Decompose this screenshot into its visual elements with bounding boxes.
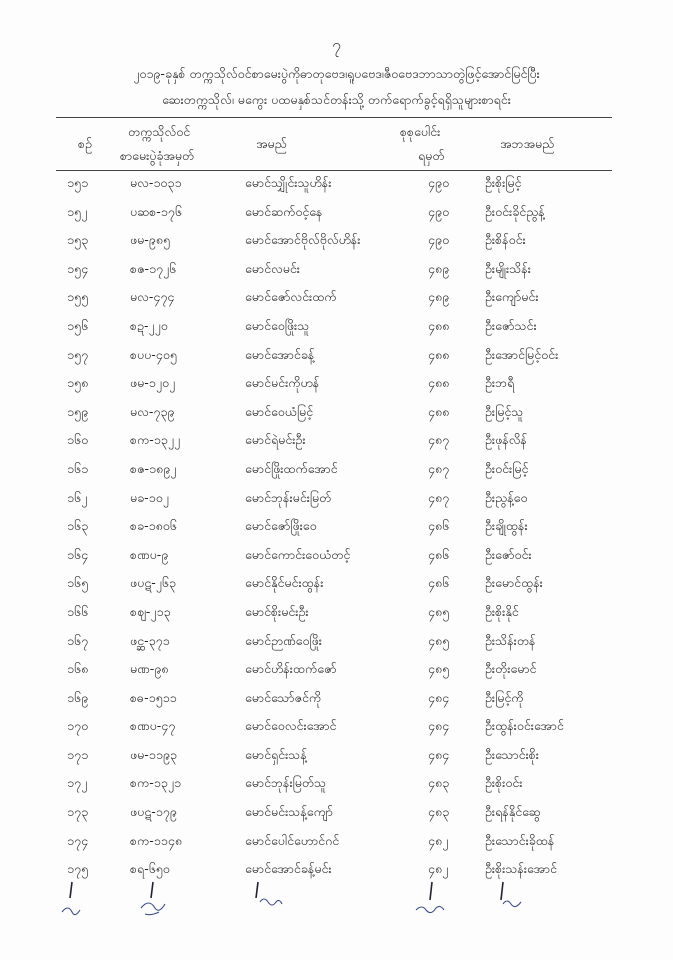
cell-roll-number: စက-၁၃၂၁ xyxy=(130,775,182,791)
cell-total-marks: ၄၈၄ xyxy=(428,718,450,734)
cell-roll-number: စပပ-၄၀၅ xyxy=(130,346,177,362)
cell-serial-no: ၁၅၃ xyxy=(67,232,89,248)
cell-father-name: ဦးမြင့်သူ xyxy=(485,403,524,419)
cell-father-name: ဦးစိုးသန်းအောင် xyxy=(485,861,557,877)
cell-father-name: ဦးမျိုးသိန်း xyxy=(485,260,531,276)
cell-name: မောင်ဟိန်းထက်ဇော် xyxy=(245,661,337,677)
table-row xyxy=(0,543,673,572)
cell-roll-number: ဖမ-၁၁၉၃ xyxy=(130,746,177,762)
table-row xyxy=(0,800,673,829)
cell-serial-no: ၁၇၁ xyxy=(67,746,89,762)
signature-mark-1 xyxy=(56,878,96,923)
cell-name: မောင်အောင်ဗိုလ်ဗိုလ်ဟိန်း xyxy=(245,232,361,248)
cell-father-name: ဦးစိုးနိုင် xyxy=(485,603,519,619)
cell-roll-number: မလ-၁၀၃၁ xyxy=(130,175,182,190)
table-row xyxy=(0,428,673,457)
cell-roll-number: ဖပဋ-၁၇၉ xyxy=(130,804,177,820)
cell-total-marks: ၄၈၅ xyxy=(428,632,450,648)
cell-name: မောင်ဉာဏ်ဝေဖြိုး xyxy=(245,632,322,648)
cell-total-marks: ၄၈၃ xyxy=(428,775,450,791)
cell-roll-number: စခ-၁၈၀၆ xyxy=(130,518,177,534)
cell-father-name: ဦးထွန်းဝင်းအောင် xyxy=(485,718,564,734)
table-row xyxy=(0,371,673,400)
cell-serial-no: ၁၅၅ xyxy=(67,289,89,305)
table-row xyxy=(0,771,673,800)
header-total-marks-line-1: စုစုပေါင်း xyxy=(400,124,441,139)
table-row xyxy=(0,171,673,200)
cell-father-name: ဦးမြင့်ကို xyxy=(485,689,524,705)
cell-father-name: ဦးစိန်ဝင်း xyxy=(485,232,526,248)
table-row xyxy=(0,343,673,372)
signature-mark-2 xyxy=(135,878,175,923)
cell-serial-no: ၁၅၂ xyxy=(67,203,88,219)
table-row xyxy=(0,285,673,314)
cell-father-name: ဦးချိုထွန်း xyxy=(485,518,528,534)
cell-serial-no: ၁၅၉ xyxy=(67,403,89,419)
cell-serial-no: ၁၇၃ xyxy=(67,804,89,820)
cell-father-name: ဦးညွန့်ဝေ xyxy=(485,489,528,505)
cell-serial-no: ၁၆၁ xyxy=(67,460,89,476)
cell-roll-number: စဈ-၂၁၃ xyxy=(130,603,171,619)
table-row xyxy=(0,257,673,286)
cell-serial-no: ၁၆၉ xyxy=(67,689,89,705)
cell-serial-no: ၁၇၄ xyxy=(67,832,89,848)
header-roll-number-line-1: တက္ကသိုလ်ဝင် xyxy=(128,124,191,139)
cell-total-marks: ၄၈၉ xyxy=(428,260,450,276)
cell-serial-no: ၁၆၂ xyxy=(67,489,88,505)
table-row xyxy=(0,714,673,743)
cell-roll-number: မလ-၇၃၉ xyxy=(130,403,175,419)
table-row xyxy=(0,571,673,600)
cell-name: မောင်သော်ဇင်ကို xyxy=(245,689,322,705)
cell-total-marks: ၄၈၄ xyxy=(428,746,450,762)
cell-total-marks: ၄၈၈ xyxy=(428,317,450,333)
cell-father-name: ဦးဘရီ xyxy=(485,375,515,391)
cell-serial-no: ၁၅၄ xyxy=(67,260,89,276)
cell-total-marks: ၄၉၀ xyxy=(428,175,450,190)
cell-total-marks: ၄၈၈ xyxy=(428,346,450,362)
table-row xyxy=(0,743,673,772)
cell-name: မောင်အောင်ခန့် xyxy=(245,346,315,362)
cell-roll-number: စဇ-၁၈၉၂ xyxy=(130,460,177,476)
header-roll-number-line-2: စာမေးပွဲခုံအမှတ် xyxy=(120,148,195,163)
table-row xyxy=(0,829,673,858)
cell-name: မောင်သျှိုင်းသူဟိန်း xyxy=(245,175,332,190)
cell-roll-number: မခ-၁၀၂ xyxy=(130,489,169,505)
cell-roll-number: စဇ-၁၇၂၆ xyxy=(130,260,177,276)
table-row xyxy=(0,457,673,486)
signature-mark-4 xyxy=(412,878,452,923)
document-title-line-1: ၂၀၁၉-ခုနှစ် တက္ကသိုလ်ဝင်စာမေးပွဲကိုဓာတုဗေဒ၊ရူပဗေဒ၊ဇီဝဗေဒဘာသာတွဲဖြင့်အောင်မြင်ပြီး xyxy=(133,66,540,81)
cell-name: မောင်အောင်ခန့်မင်း xyxy=(245,861,332,877)
cell-total-marks: ၄၈၆ xyxy=(428,575,450,591)
header-name: အမည် xyxy=(256,136,287,151)
cell-name: မောင်လမင်း xyxy=(245,260,300,276)
cell-total-marks: ၄၈၇ xyxy=(428,432,450,448)
cell-roll-number: စက-၁၃၂၂ xyxy=(130,432,181,448)
cell-roll-number: စဏပ-၄၇ xyxy=(130,718,176,734)
cell-total-marks: ၄၈၈ xyxy=(428,403,450,419)
cell-total-marks: ၄၈၃ xyxy=(428,804,450,820)
cell-roll-number: စက-၁၁၄၈ xyxy=(130,832,183,848)
table-row xyxy=(0,228,673,257)
table-row xyxy=(0,314,673,343)
header-total-marks-line-2: ရမှတ် xyxy=(418,148,445,163)
cell-name: မောင်မင်းသန့်ကျော် xyxy=(245,804,333,820)
cell-name: မောင်ရှင်းသန့် xyxy=(245,746,307,762)
table-body xyxy=(0,171,673,886)
cell-father-name: ဦးတိုးမောင် xyxy=(485,661,537,677)
cell-name: မောင်မင်းကိုဟန် xyxy=(245,375,320,391)
cell-total-marks: ၄၈၉ xyxy=(428,289,450,305)
table-row xyxy=(0,686,673,715)
table-row xyxy=(0,657,673,686)
cell-serial-no: ၁၇၂ xyxy=(67,775,88,791)
cell-roll-number: စဏပ-၉ xyxy=(130,546,169,562)
cell-total-marks: ၄၈၈ xyxy=(428,375,450,391)
cell-total-marks: ၄၉၀ xyxy=(428,232,450,248)
cell-roll-number: ပဆစ-၁၇၆ xyxy=(130,203,182,219)
cell-name: မောင်ဝေလင်းအောင် xyxy=(245,718,337,734)
cell-total-marks: ၄၈၆ xyxy=(428,546,450,562)
cell-father-name: ဦးဇော်သင်း xyxy=(485,317,537,333)
document-title-line-2: ဆေးတက္ကသိုလ်၊ မကွေး ပထမနှစ်သင်တန်းသို့ တက်ရောက်ခွင့်ရရှိသူများစာရင်း xyxy=(162,92,511,107)
cell-total-marks: ၄၈၇ xyxy=(428,460,450,476)
cell-name: မောင်ဝေယံမြင့် xyxy=(245,403,314,419)
table-row xyxy=(0,514,673,543)
cell-serial-no: ၁၅၈ xyxy=(67,375,89,391)
cell-total-marks: ၄၈၂ xyxy=(428,861,449,877)
cell-serial-no: ၁၅၇ xyxy=(67,346,89,362)
cell-father-name: ဦးစိုးမြင့် xyxy=(485,175,522,190)
cell-roll-number: မလ-၄၇၄ xyxy=(130,289,175,305)
cell-father-name: ဦးဇော်ဝင်း xyxy=(485,546,532,562)
cell-serial-no: ၁၅၆ xyxy=(67,317,89,333)
cell-roll-number: စဍ-၂၂၀ xyxy=(130,317,168,333)
cell-roll-number: စဓ-၁၅၁၁ xyxy=(130,689,177,705)
cell-serial-no: ၁၆၆ xyxy=(67,603,89,619)
cell-father-name: ဦးအောင်မြင့်ဝင်း xyxy=(485,346,559,362)
cell-serial-no: ၁၆၃ xyxy=(67,518,89,534)
cell-total-marks: ၄၈၄ xyxy=(428,689,450,705)
signature-mark-5 xyxy=(493,878,533,923)
cell-father-name: ဦးသောင်းစိုး xyxy=(485,746,539,762)
signature-mark-3 xyxy=(250,878,290,923)
table-row xyxy=(0,857,673,886)
table-top-rule xyxy=(56,117,612,118)
cell-serial-no: ၁၅၁ xyxy=(67,175,89,190)
cell-roll-number: ဖင္ဆ-၃၇၁ xyxy=(130,632,170,648)
table-row xyxy=(0,600,673,629)
cell-total-marks: ၄၈၂ xyxy=(428,832,449,848)
cell-total-marks: ၄၈၆ xyxy=(428,518,450,534)
cell-father-name: ဦးရန်နိုင်ဆွေ xyxy=(485,804,541,820)
cell-roll-number: ဖမ-၁၂၀၂ xyxy=(130,375,176,391)
table-row xyxy=(0,629,673,658)
cell-total-marks: ၄၈၅ xyxy=(428,661,450,677)
cell-name: မောင်ကောင်းဝေယံတင့် xyxy=(245,546,351,562)
cell-name: မောင်ဝေဖြိုးသူ xyxy=(245,317,310,333)
cell-total-marks: ၄၉၀ xyxy=(428,203,450,219)
cell-serial-no: ၁၇၀ xyxy=(67,718,89,734)
cell-serial-no: ၁၆၇ xyxy=(67,632,89,648)
cell-name: မောင်စိုးမင်းဦး xyxy=(245,603,309,619)
cell-serial-no: ၁၆၄ xyxy=(67,546,89,562)
cell-serial-no: ၁၆၅ xyxy=(67,575,89,591)
cell-father-name: ဦးသောင်းခိုထန် xyxy=(485,832,555,848)
cell-father-name: ဦးဝင်းခိုင်ညွန့် xyxy=(485,203,545,219)
cell-name: မောင်ဆက်ဝင့်နေ xyxy=(245,203,323,219)
cell-serial-no: ၁၇၅ xyxy=(67,861,89,877)
cell-total-marks: ၄၈၇ xyxy=(428,489,450,505)
header-serial-no: စဉ် xyxy=(78,136,92,151)
page-number: ၇ xyxy=(332,35,341,54)
table-row xyxy=(0,486,673,515)
cell-roll-number: စရ-၆၅၀ xyxy=(130,861,170,877)
cell-name: မောင်ဇော်လင်းထက် xyxy=(245,289,337,305)
header-father-name: အဘအမည် xyxy=(500,136,555,151)
cell-roll-number: ဖမ-၉၈၅ xyxy=(130,232,170,248)
cell-name: မောင်ဇော်ဖြိုးဝေ xyxy=(245,518,317,534)
cell-serial-no: ၁၆၀ xyxy=(67,432,89,448)
cell-father-name: ဦးကျော်မင်း xyxy=(485,289,539,305)
cell-roll-number: ဖပဋ-၂၆၃ xyxy=(130,575,176,591)
table-row xyxy=(0,200,673,229)
cell-roll-number: မဏ-၉၈ xyxy=(130,661,169,677)
cell-name: မောင်ဖြိုးထက်အောင် xyxy=(245,460,338,476)
cell-total-marks: ၄၈၅ xyxy=(428,603,450,619)
cell-name: မောင်ပေါင်ဟောင်ဂင် xyxy=(245,832,340,848)
cell-name: မောင်ဘုန်းမင်းမြတ် xyxy=(245,489,332,505)
cell-father-name: ဦးမောင်ထွန်း xyxy=(485,575,543,591)
cell-name: မောင်နိုင်မင်းထွန်း xyxy=(245,575,324,591)
cell-name: မောင်ဘုန်းမြတ်သူ xyxy=(245,775,327,791)
cell-father-name: ဦးသိန်းတန် xyxy=(485,632,536,648)
table-row xyxy=(0,400,673,429)
cell-father-name: ဦးဝင်းမြင့် xyxy=(485,460,529,476)
cell-father-name: ဦးဖုန်လိန် xyxy=(485,432,527,448)
cell-name: မောင်ရဲမင်းဦး xyxy=(245,432,306,448)
cell-father-name: ဦးစိုးဝင်း xyxy=(485,775,523,791)
cell-serial-no: ၁၆၈ xyxy=(67,661,89,677)
